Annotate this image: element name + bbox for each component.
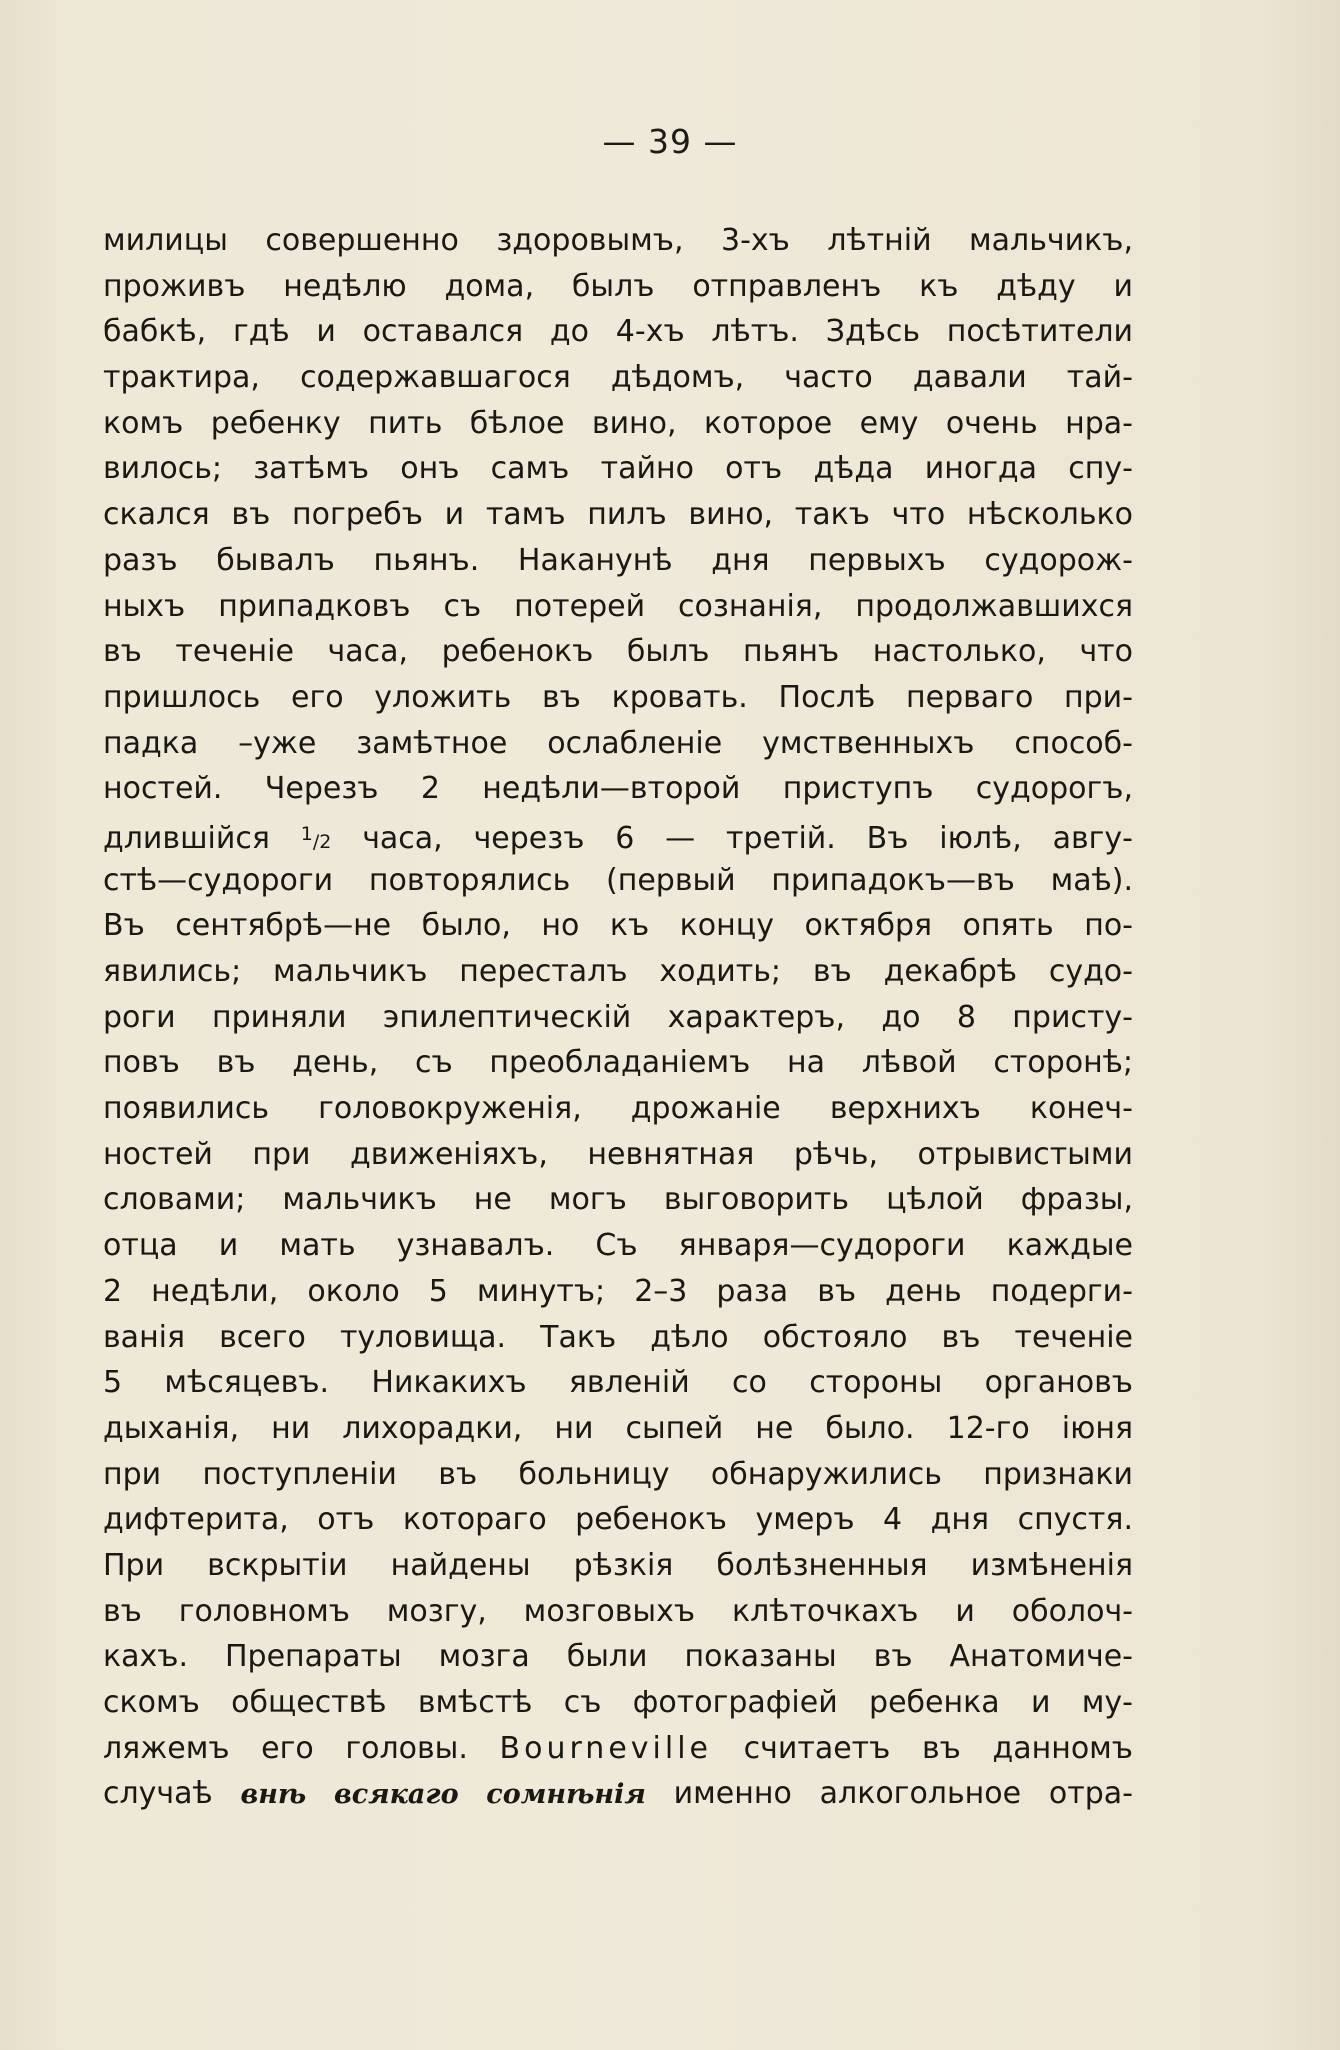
- text-line: скался въ погребъ и тамъ пилъ вино, такъ что нѣсколько: [103, 497, 1133, 533]
- text-line: комъ ребенку пить бѣлое вино, которое ему очень нра-: [103, 405, 1133, 441]
- page-number: — 39 —: [602, 122, 738, 161]
- line-segment: считаетъ въ данномъ: [712, 1730, 1133, 1766]
- text-line: трактира, содержавшагося дѣдомъ, часто давали тай-: [103, 360, 1133, 396]
- text-line: вилось; затѣмъ онъ самъ тайно отъ дѣда иногда спу-: [103, 451, 1133, 487]
- text-line: дифтерита, отъ котораго ребенокъ умеръ 4 дня спустя.: [103, 1502, 1133, 1538]
- text-line: пришлось его уложить въ кровать. Послѣ перваго при-: [103, 679, 1133, 715]
- text-line: роги приняли эпилептическій характеръ, до 8 присту-: [103, 999, 1133, 1035]
- author-name: Bourneville: [499, 1730, 712, 1766]
- text-line: 5 мѣсяцевъ. Никакихъ явленій со стороны органовъ: [103, 1365, 1133, 1401]
- text-line: при поступленіи въ больницу обнаружились признаки: [103, 1456, 1133, 1492]
- text-line: ностей при движеніяхъ, невнятная рѣчь, отрывистыми: [103, 1136, 1133, 1172]
- fraction-denominator: /2: [312, 830, 332, 853]
- text-line: въ теченіе часа, ребенокъ былъ пьянъ настолько, что: [103, 634, 1133, 670]
- line-segment: ляжемъ его головы.: [103, 1730, 500, 1766]
- text-line: словами; мальчикъ не могъ выговорить цѣлой фразы,: [103, 1182, 1133, 1218]
- text-line: скомъ обществѣ вмѣстѣ съ фотографіей ребенка и му-: [103, 1685, 1133, 1720]
- line-segment: случаѣ: [103, 1776, 241, 1812]
- text-line-with-fraction: [103, 812, 1133, 858]
- line-segment: именно алкогольное отра-: [645, 1776, 1133, 1812]
- text-line: милицы совершенно здоровымъ, 3-хъ лѣтній мальчикъ,: [103, 223, 1133, 258]
- text-line: появились головокруженія, дрожаніе верхнихъ конеч-: [103, 1091, 1133, 1127]
- text-line: повъ въ день, съ преобладаніемъ на лѣвой сторонѣ;: [103, 1045, 1133, 1081]
- text-line: дыханія, ни лихорадки, ни сыпей не было. 12-го іюня: [103, 1410, 1133, 1446]
- text-line: 2 недѣли, около 5 минутъ; 2–3 раза въ день подерги-: [103, 1273, 1133, 1309]
- text-line: стѣ—судороги повторялись (первый припадокъ—въ маѣ).: [103, 862, 1133, 898]
- line-segment: длившійся: [103, 820, 301, 856]
- text-line: разъ бывалъ пьянъ. Наканунѣ дня первыхъ судорож-: [103, 542, 1133, 578]
- fraction-numerator: 1: [300, 822, 313, 845]
- text-line: отца и мать узнавалъ. Съ января—судороги каждые: [103, 1228, 1133, 1264]
- text-line: кахъ. Препараты мозга были показаны въ Анатомиче-: [103, 1639, 1133, 1675]
- text-line: ванія всего туловища. Такъ дѣло обстояло въ теченіе: [103, 1319, 1133, 1355]
- text-line: Въ сентябрѣ—не было, но къ концу октября опять по-: [103, 908, 1133, 944]
- text-line: въ головномъ мозгу, мозговыхъ клѣточкахъ и оболоч-: [103, 1593, 1133, 1629]
- line-segment: часа, черезъ 6 — третій. Въ іюлѣ, авгу-: [331, 820, 1133, 856]
- text-line: ныхъ припадковъ съ потерей сознанія, продолжавшихся: [103, 588, 1133, 624]
- text-line: проживъ недѣлю дома, былъ отправленъ къ дѣду и: [103, 268, 1133, 304]
- text-line-with-italic: [103, 1771, 1133, 1817]
- text-line: бабкѣ, гдѣ и оставался до 4-хъ лѣтъ. Здѣсь посѣтители: [103, 314, 1133, 350]
- text-line: явились; мальчикъ пересталъ ходить; въ декабрѣ судо-: [103, 954, 1133, 989]
- text-line: ностей. Черезъ 2 недѣли—второй приступъ судорогъ,: [103, 771, 1133, 807]
- body-text: [103, 218, 1133, 1817]
- text-line: падка –уже замѣтное ослабленіе умственныхъ способ-: [103, 725, 1133, 761]
- text-line: При вскрытіи найдены рѣзкія болѣзненныя измѣненія: [103, 1547, 1133, 1583]
- italic-phrase: внѣ всякаго сомнѣнія: [240, 1779, 646, 1811]
- text-line-with-spaced-name: [103, 1726, 1133, 1772]
